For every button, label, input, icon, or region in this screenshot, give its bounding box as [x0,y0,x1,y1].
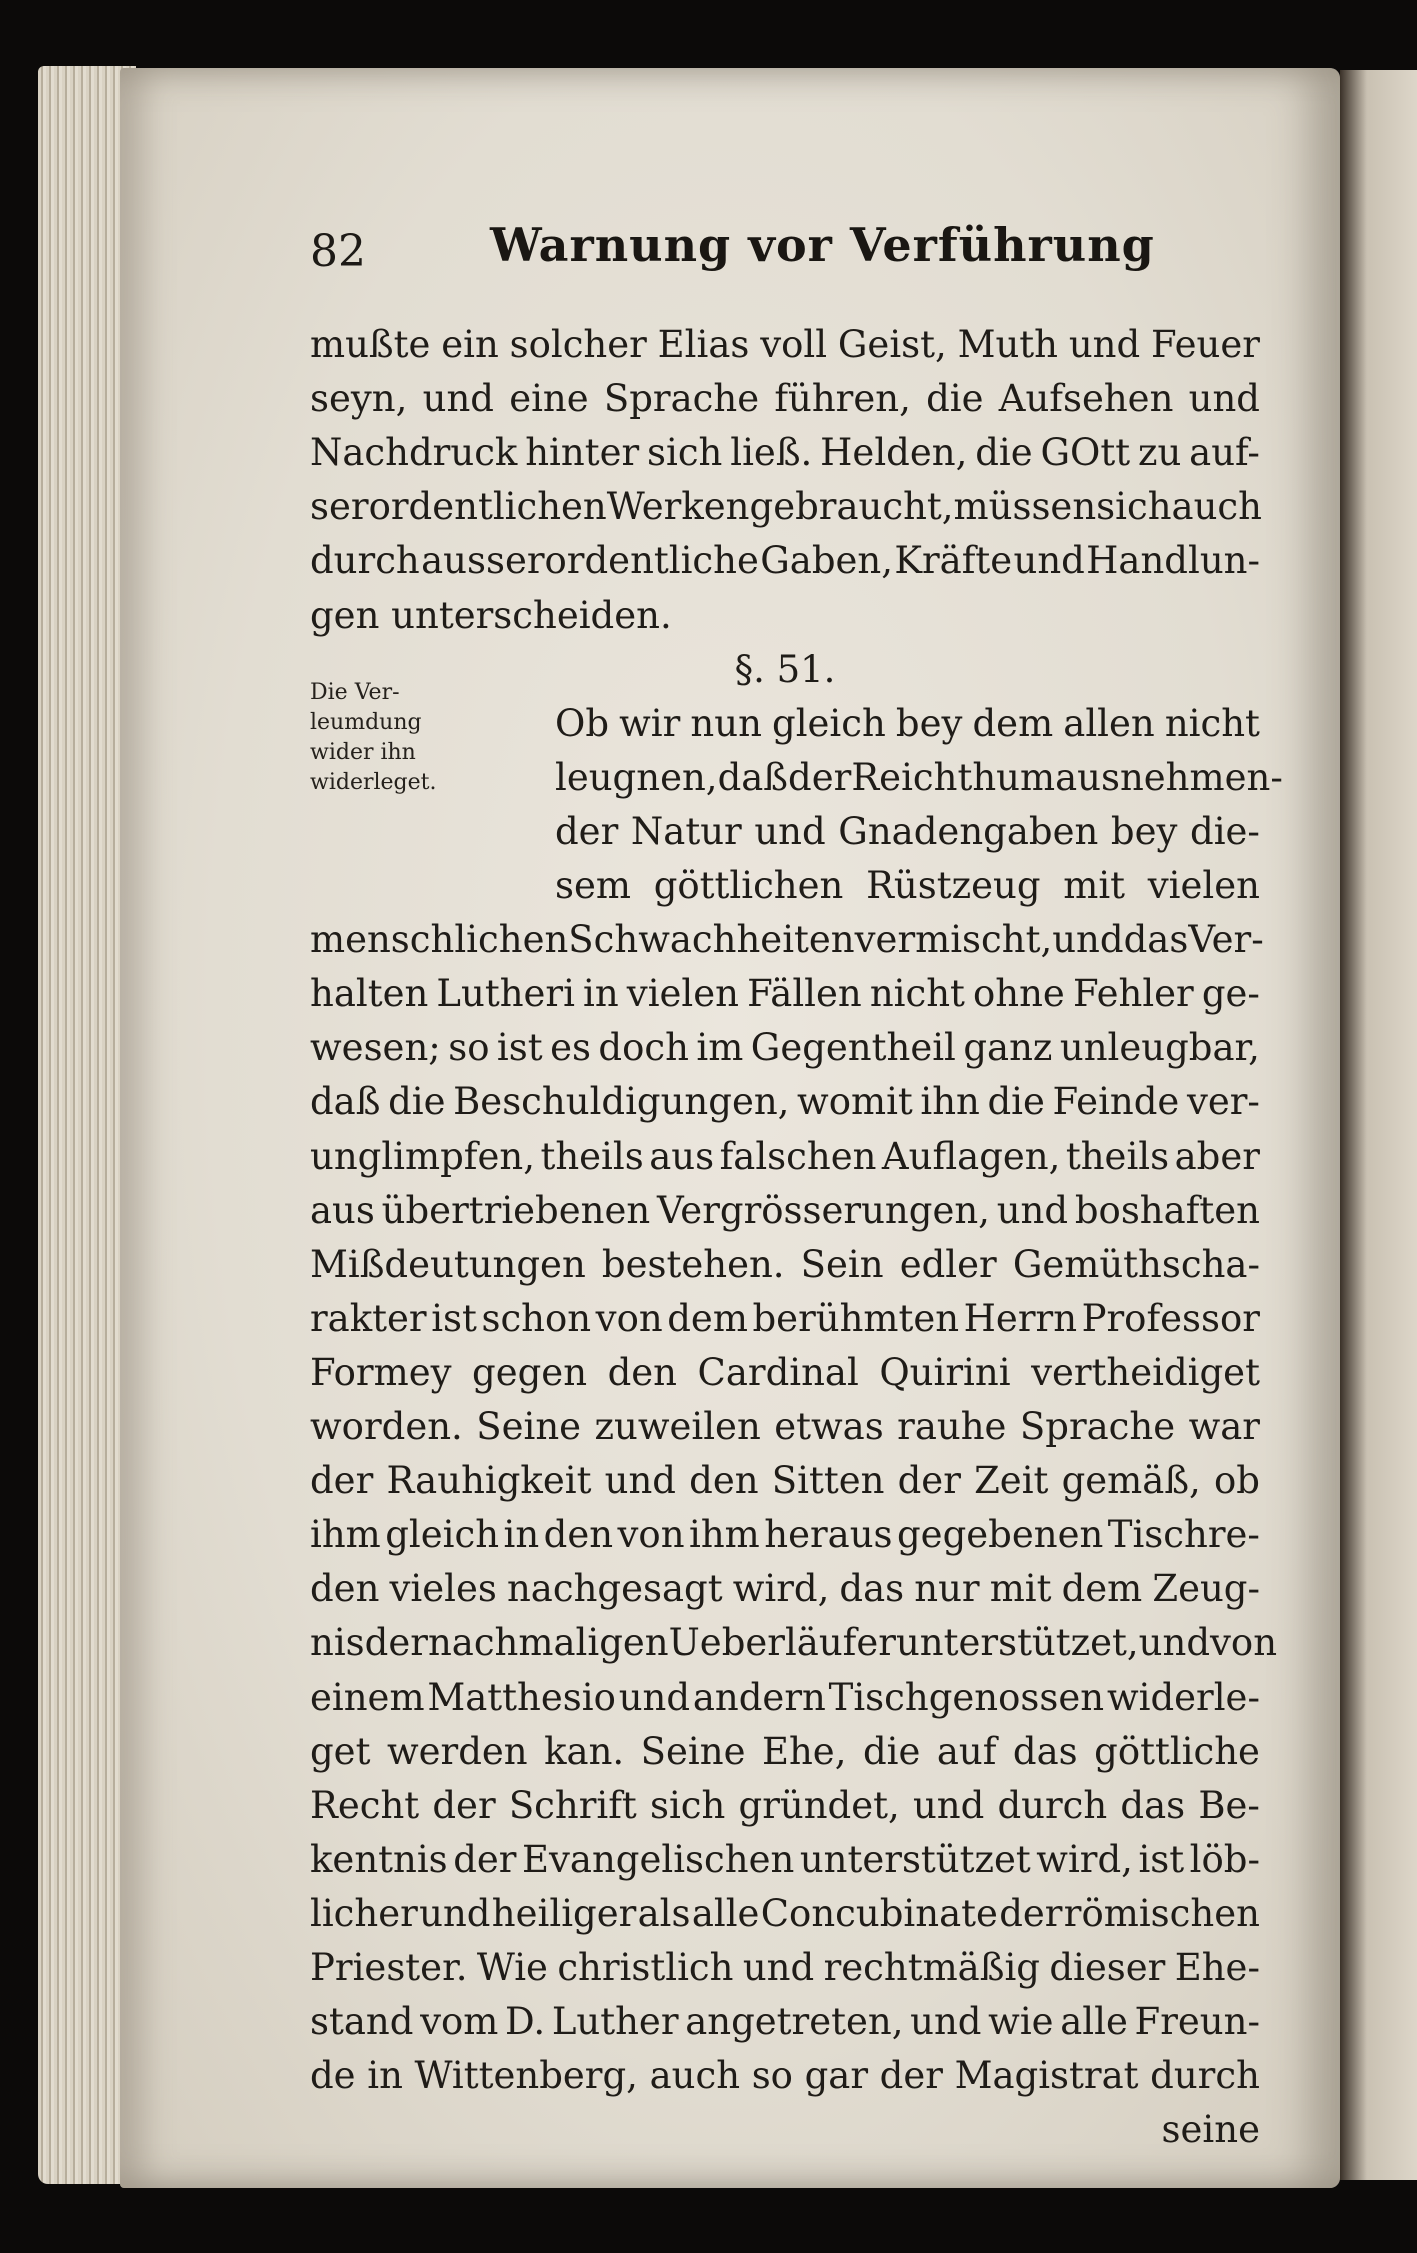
text-line: seyn, und eine Sprache führen, die Aufsehen und [310,377,1260,421]
text-line: einem Matthesio und andern Tischgenossen widerle- [310,1675,1260,1719]
text-line: Ob wir nun gleich bey dem allen nicht [555,701,1260,745]
text-line: menschlichen Schwachheiten vermischt, und das Ver- [310,918,1264,962]
text-line: durch ausserordentliche Gaben, Kräfte und Handlun- [310,539,1260,583]
text-line: kentnis der Evangelischen unterstützet wird, ist löb- [310,1837,1260,1881]
text-line: unglimpfen, theils aus falschen Auflagen, theils aber [310,1134,1260,1178]
text-line: Formey gegen den Cardinal Quirini vertheidiget [310,1350,1260,1394]
text-line: ihm gleich in den von ihm heraus gegebenen Tischre- [310,1513,1260,1557]
text-line: rakter ist schon von dem berühmten Herrn Professor [310,1296,1260,1340]
text-line: wesen; so ist es doch im Gegentheil ganz unleugbar, [310,1026,1260,1070]
text-line: Recht der Schrift sich gründet, und durch das Be- [310,1783,1260,1827]
text-line: den vieles nachgesagt wird, das nur mit dem Zeug- [310,1567,1260,1611]
text-line: licher und heiliger als alle Concubinate der römischen [310,1891,1260,1935]
text-line: nis der nachmaligen Ueberläufer unterstützet, und von [310,1621,1278,1665]
text-line: mußte ein solcher Elias voll Geist, Muth und Feuer [310,323,1260,366]
text-line: get werden kan. Seine Ehe, die auf das göttliche [310,1729,1260,1773]
running-head [310,218,1250,288]
text-line: stand vom D. Luther angetreten, und wie alle Freun- [310,2000,1260,2044]
text-line: Nachdruck hinter sich ließ. Helden, die GOtt zu auf- [310,431,1260,475]
text-line: serordentlichen Werken gebraucht, müssen sich auch [310,485,1262,529]
text-line: Priester. Wie christlich und rechtmäßig dieser Ehe- [310,1946,1260,1989]
text-line: worden. Seine zuweilen etwas rauhe Sprache war [310,1405,1260,1448]
text-line: daß die Beschuldigungen, womit ihn die Feinde ver- [310,1080,1260,1124]
text-line: de in Wittenberg, auch so gar der Magistrat durch [310,2054,1260,2098]
section-heading: §. 51. [734,647,836,691]
text-line: leugnen, daß der Reichthum ausnehmen- [555,755,1283,799]
text-line: der Rauhigkeit und den Sitten der Zeit gemäß, ob [310,1459,1260,1503]
text-line: gen unterscheiden. [310,593,672,637]
text-line: seine [1161,2108,1260,2152]
text-line: aus übertriebenen Vergrösserungen, und boshaften [310,1188,1260,1232]
running-title: Warnung vor Verführung [490,218,1155,272]
text-line: sem göttlichen Rüstzeug mit vielen [555,864,1260,907]
page-number: 82 [310,226,366,277]
margin-note-line: Die Ver- [310,680,400,705]
text-line: halten Lutheri in vielen Fällen nicht ohne Fehler ge- [310,972,1260,1016]
margin-note-line: widerleget. [310,770,437,795]
facing-page-edge [1340,70,1417,2180]
text-line: Mißdeutungen bestehen. Sein edler Gemüthscha- [310,1242,1260,1286]
margin-note-line: wider ihn [310,740,416,765]
margin-note-line: leumdung [310,710,422,735]
text-line: der Natur und Gnadengaben bey die- [555,809,1260,853]
